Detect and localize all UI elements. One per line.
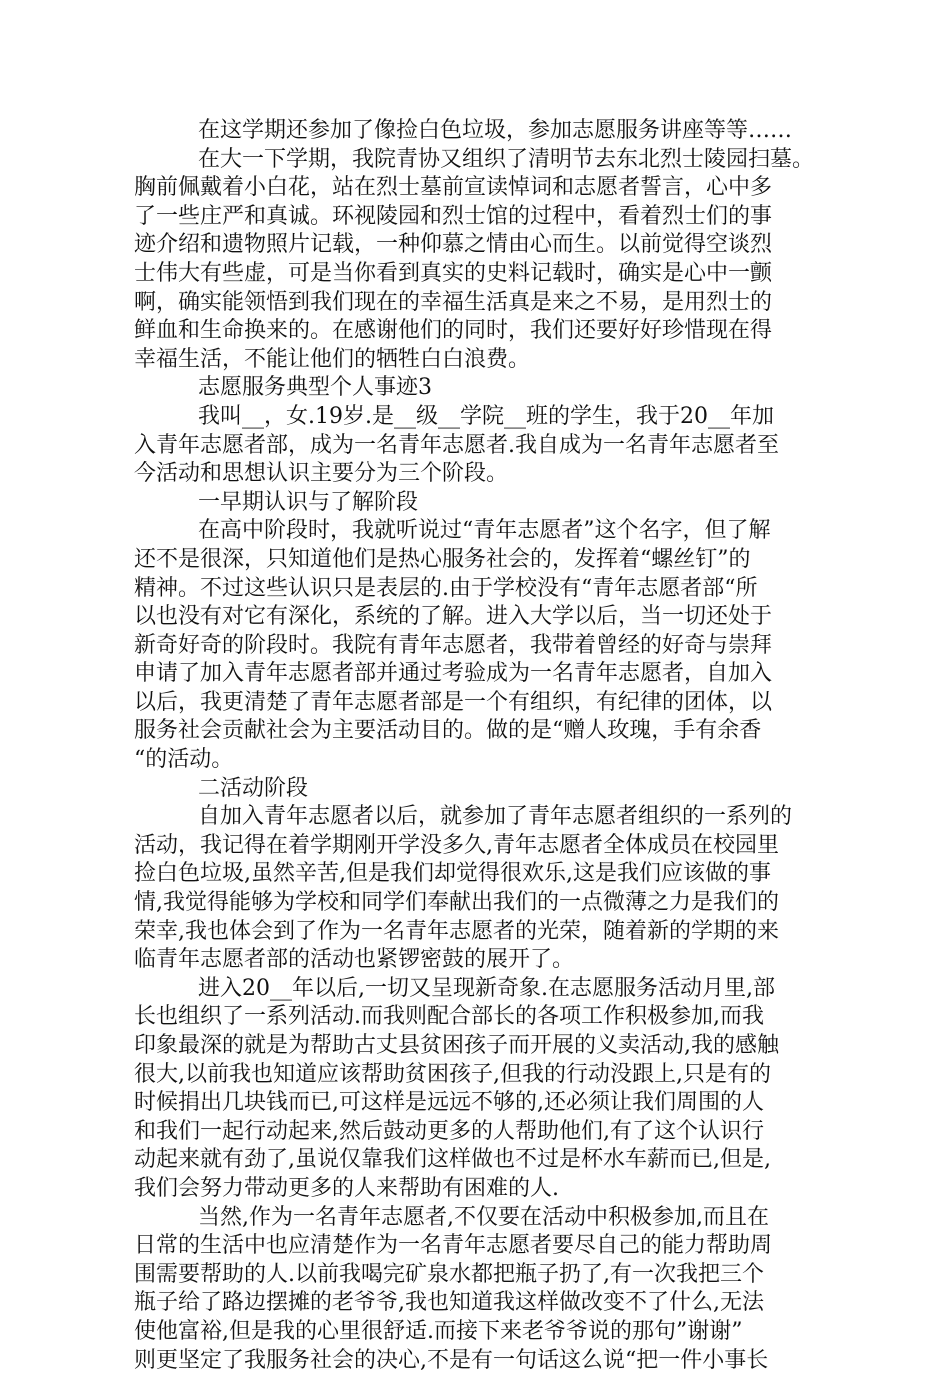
text-line: 我叫__，女.19岁.是__级__学院__班的学生，我于20__年加: [198, 403, 774, 429]
text-line: 了一些庄严和真诚。环视陵园和烈士馆的过程中，看着烈士们的事: [134, 203, 773, 229]
text-line: 进入20__年以后,一切又呈现新奇象.在志愿服务活动月里,部: [198, 975, 775, 1001]
text-line: 入青年志愿者部，成为一名青年志愿者.我自成为一名青年志愿者至: [134, 432, 779, 458]
section-heading: 二活动阶段: [198, 775, 309, 801]
text-line: 精神。不过这些认识只是表层的.由于学校没有“青年志愿者部“所: [134, 575, 758, 601]
text-line: 日常的生活中也应清楚作为一名青年志愿者要尽自己的能力帮助周: [134, 1233, 773, 1259]
text-line: 迹介绍和遗物照片记载，一种仰慕之情由心而生。以前觉得空谈烈: [134, 232, 773, 258]
text-line: 当然,作为一名青年志愿者,不仅要在活动中积极参加,而且在: [198, 1204, 769, 1230]
text-line: 围需要帮助的人.以前我喝完矿泉水都把瓶子扔了,有一次我把三个: [134, 1261, 764, 1287]
section-heading: 志愿服务典型个人事迹3: [198, 375, 432, 401]
text-line: 临青年志愿者部的活动也紧锣密鼓的展开了。: [134, 947, 575, 973]
text-line: 瓶子给了路边摆摊的老爷爷,我也知道我这样做改变不了什么,无法: [134, 1290, 764, 1316]
text-line: 幸福生活，不能让他们的牺牲白白浪费。: [134, 346, 531, 372]
text-line: 使他富裕,但是我的心里很舒适.而接下来老爷爷说的那句”谢谢”: [134, 1318, 743, 1344]
text-line: 以也没有对它有深化，系统的了解。进入大学以后，当一切还处于: [134, 604, 773, 630]
text-line: 鲜血和生命换来的。在感谢他们的同时，我们还要好好珍惜现在得: [134, 318, 773, 344]
section-heading: 一早期认识与了解阶段: [198, 489, 419, 515]
text-line: 还不是很深，只知道他们是热心服务社会的，发挥着“螺丝钉”的: [134, 546, 751, 572]
text-line: 今活动和思想认识主要分为三个阶段。: [134, 461, 509, 487]
text-line: 印象最深的就是为帮助古丈县贫困孩子而开展的义卖活动,我的感触: [134, 1033, 779, 1058]
text-line: 士伟大有些虚，可是当你看到真实的史料记载时，确实是心中一颤: [134, 260, 773, 286]
text-line: 在这学期还参加了像捡白色垃圾，参加志愿服务讲座等等……: [198, 118, 793, 143]
text-line: 申请了加入青年志愿者部并通过考验成为一名青年志愿者，自加入: [134, 661, 773, 687]
text-line: 胸前佩戴着小白花，站在烈士墓前宣读悼词和志愿者誓言，心中多: [134, 175, 773, 201]
text-line: 在高中阶段时，我就听说过“青年志愿者”这个名字，但了解: [198, 518, 771, 544]
text-line: 和我们一起行动起来,然后鼓动更多的人帮助他们,有了这个认识行: [134, 1118, 764, 1144]
text-line: 自加入青年志愿者以后，就参加了青年志愿者组织的一系列的: [198, 804, 793, 830]
text-line: 长也组织了一系列活动.而我则配合部长的各项工作积极参加,而我: [134, 1004, 764, 1030]
text-line: 时候捐出几块钱而已,可这样是远远不够的,还必须让我们周围的人: [134, 1090, 764, 1116]
text-line: 以后，我更清楚了青年志愿者部是一个有组织，有纪律的团体，以: [134, 689, 773, 715]
text-line: 很大,以前我也知道应该帮助贫困孩子,但我的行动没跟上,只是有的: [134, 1061, 771, 1087]
text-line: 新奇好奇的阶段时。我院有青年志愿者，我带着曾经的好奇与崇拜: [134, 632, 773, 658]
text-line: 我们会努力带动更多的人来帮助有困难的人.: [134, 1175, 559, 1201]
text-line: 活动，我记得在着学期刚开学没多久,青年志愿者全体成员在校园里: [134, 832, 779, 858]
text-line: 捡白色垃圾,虽然辛苦,但是我们却觉得很欢乐,这是我们应该做的事: [134, 861, 771, 887]
document-body: [134, 117, 814, 1375]
text-line: 在大一下学期，我院青协又组织了清明节去东北烈士陵园扫墓。: [198, 146, 815, 172]
text-line: 情,我觉得能够为学校和同学们奉献出我们的一点微薄之力是我们的: [134, 890, 779, 916]
text-line: 则更坚定了我服务社会的决心,不是有一句话这么说“把一件小事长: [134, 1347, 769, 1373]
text-line: 动起来就有劲了,虽说仅靠我们这样做也不过是杯水车薪而已,但是,: [134, 1147, 771, 1173]
text-line: 荣幸,我也体会到了作为一名青年志愿者的光荣，随着新的学期的来: [134, 918, 779, 944]
text-line: 啊，确实能领悟到我们现在的幸福生活真是来之不易，是用烈士的: [134, 289, 773, 315]
text-line: 服务社会贡献社会为主要活动目的。做的是“赠人玫瑰，手有余香: [134, 718, 762, 744]
text-line: “的活动。: [134, 747, 234, 773]
